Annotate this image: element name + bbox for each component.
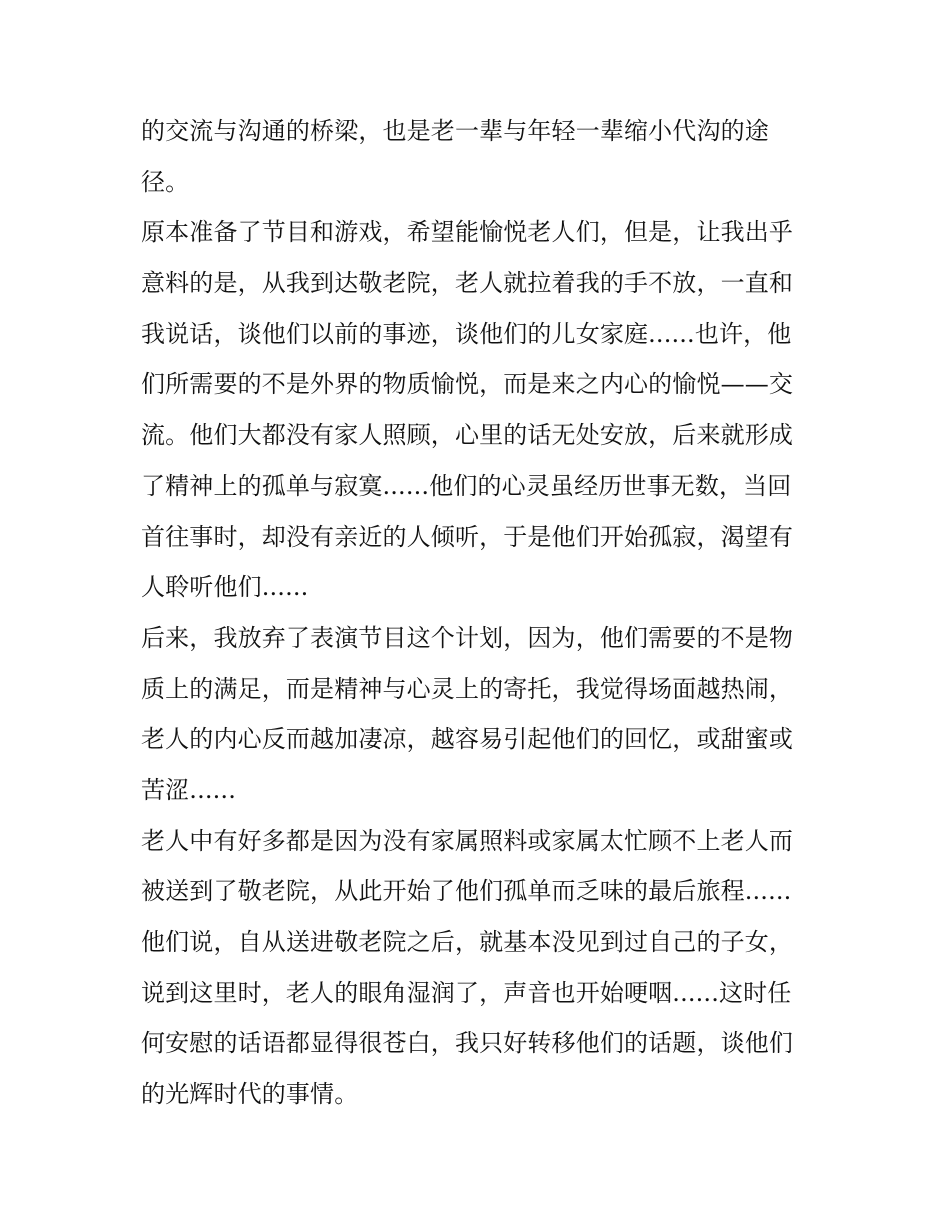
text-line: 他们说，自从送进敬老院之后，就基本没见到过自己的子女， bbox=[141, 928, 794, 956]
text-line: 老人中有好多都是因为没有家属照料或家属太忙顾不上老人而 bbox=[141, 826, 794, 855]
text-line: 何安慰的话语都显得很苍白，我只好转移他们的话题，谈他们 bbox=[141, 1029, 794, 1058]
text-line: 意料的是，从我到达敬老院，老人就拉着我的手不放，一直和 bbox=[141, 269, 794, 298]
text-line: 径。 bbox=[141, 167, 190, 196]
document-body bbox=[141, 106, 821, 1120]
text-line: 原本准备了节目和游戏，希望能愉悦老人们，但是，让我出乎 bbox=[141, 218, 794, 247]
text-line: 后来，我放弃了表演节目这个计划，因为，他们需要的不是物 bbox=[141, 623, 794, 652]
text-line: 的光辉时代的事情。 bbox=[141, 1080, 359, 1109]
text-line: 老人的内心反而越加凄凉，越容易引起他们的回忆，或甜蜜或 bbox=[141, 725, 794, 754]
text-line: 质上的满足，而是精神与心灵上的寄托，我觉得场面越热闹， bbox=[141, 674, 794, 703]
text-line: 了精神上的孤单与寂寞......他们的心灵虽经历世事无数，当回 bbox=[141, 471, 792, 500]
text-line: 们所需要的不是外界的物质愉悦，而是来之内心的愉悦——交 bbox=[141, 370, 794, 399]
text-line: 人聆听他们...... bbox=[141, 573, 309, 602]
text-line: 首往事时，却没有亲近的人倾听，于是他们开始孤寂，渴望有 bbox=[141, 522, 794, 551]
text-line: 被送到了敬老院，从此开始了他们孤单而乏味的最后旅程...... bbox=[141, 877, 792, 906]
text-line: 我说话，谈他们以前的事迹，谈他们的儿女家庭......也许，他 bbox=[141, 319, 792, 348]
text-line: 的交流与沟通的桥梁，也是老一辈与年轻一辈缩小代沟的途 bbox=[141, 117, 769, 145]
text-line: 说到这里时，老人的眼角湿润了，声音也开始哽咽......这时任 bbox=[141, 978, 792, 1007]
text-line: 苦涩...... bbox=[141, 775, 236, 804]
text-line: 流。他们大都没有家人照顾，心里的话无处安放，后来就形成 bbox=[141, 421, 794, 450]
